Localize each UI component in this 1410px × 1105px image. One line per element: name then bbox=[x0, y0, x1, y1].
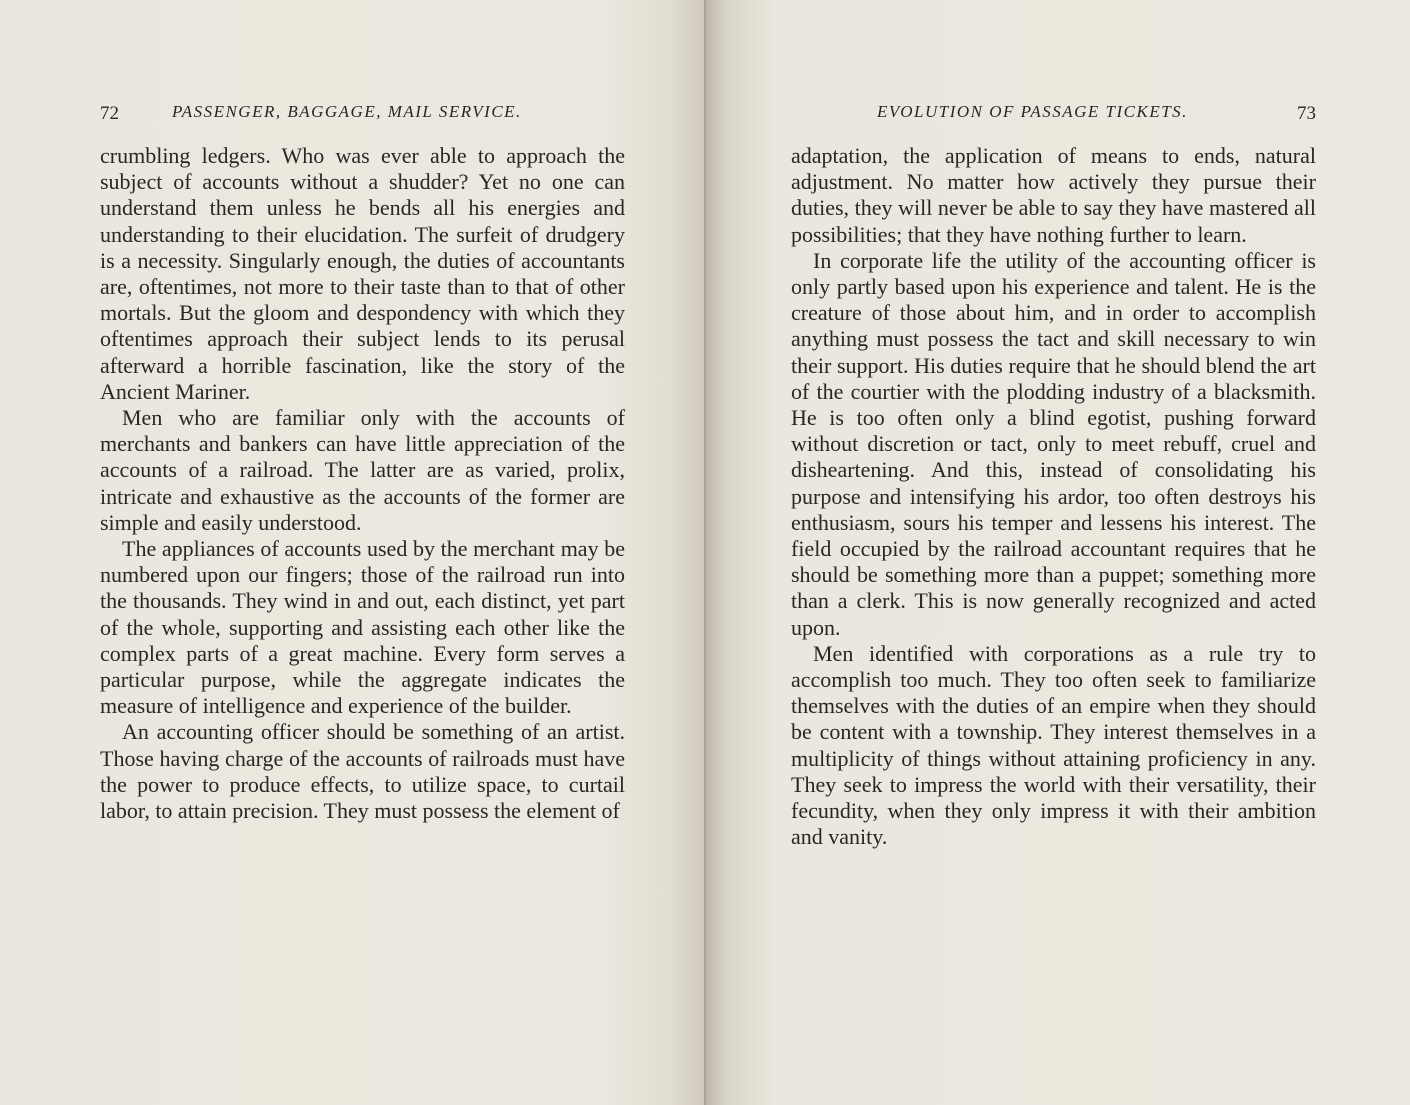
left-running-head bbox=[100, 100, 625, 124]
right-running-title: EVOLUTION OF PASSAGE TICKETS. bbox=[877, 102, 1188, 121]
right-running-head bbox=[791, 100, 1316, 124]
paragraph: The appliances of accounts used by the merchant may be numbered upon our fingers; those of the railroad run into the thousands. They wind in and out, each distinct, yet part of the whole, supporting and assisting each other like the complex parts of a great machine. Every form serves a particular purpose, while the aggregate indicates the measure of intelligence and experience of the builder. bbox=[100, 536, 625, 719]
left-body-text bbox=[100, 143, 625, 824]
right-page bbox=[705, 0, 1410, 1105]
right-page-number: 73 bbox=[1297, 103, 1316, 124]
paragraph: adaptation, the application of means to ends, natural adjustment. No matter how actively they pursue their duties, they will never be able to say they have mastered all possibilities; that they have nothing further to learn. bbox=[791, 143, 1316, 247]
left-running-title: PASSENGER, BAGGAGE, MAIL SERVICE. bbox=[172, 102, 522, 121]
paragraph: In corporate life the utility of the accounting officer is only partly based upon his experience and talent. He is the creature of those about him, and in order to accomplish anything must possess the tact and skill necessary to win their support. His duties require that he should blend the art of the courtier with the plodding industry of a blacksmith. He is too often only a blind egotist, pushing forward without discretion or tact, only to meet rebuff, cruel and disheartening. And this, instead of consolidating his purpose and intensifying his ardor, too often destroys his enthusiasm, sours his temper and lessens his interest. The field occupied by the railroad accountant requires that he should be something more than a puppet; something more than a clerk. This is now generally recognized and acted upon. bbox=[791, 247, 1316, 640]
right-body-text bbox=[791, 143, 1316, 850]
paragraph: An accounting officer should be something of an artist. Those having charge of the accounts of railroads must have the power to produce effects, to utilize space, to curtail labor, to attain precision. They must possess the element of bbox=[100, 719, 625, 824]
book-gutter bbox=[704, 0, 706, 1105]
paragraph: Men who are familiar only with the accounts of merchants and bankers can have little appreciation of the accounts of a railroad. The latter are as varied, prolix, intricate and exhaustive as the accounts of the former are simple and easily understood. bbox=[100, 405, 625, 535]
paragraph: crumbling ledgers. Who was ever able to approach the subject of accounts without a shudder? Yet no one can understand them unless he bends all his energies and understanding to their elucidation. The surfeit of drudgery is a necessity. Singularly enough, the duties of accountants are, oftentimes, not more to their taste than to that of other mortals. But the gloom and despondency with which they oftentimes approach their subject lends to its perusal afterward a horrible fascination, like the story of the Ancient Mariner. bbox=[100, 143, 625, 404]
left-page-number: 72 bbox=[100, 103, 119, 124]
paragraph: Men identified with corporations as a rule try to accomplish too much. They too often seek to familiarize themselves with the duties of an empire when they should be content with a township. They interest themselves in a multiplicity of things without attaining proficiency in any. They seek to impress the world with their versatility, their fecundity, when they only impress it with their ambition and vanity. bbox=[791, 640, 1316, 850]
